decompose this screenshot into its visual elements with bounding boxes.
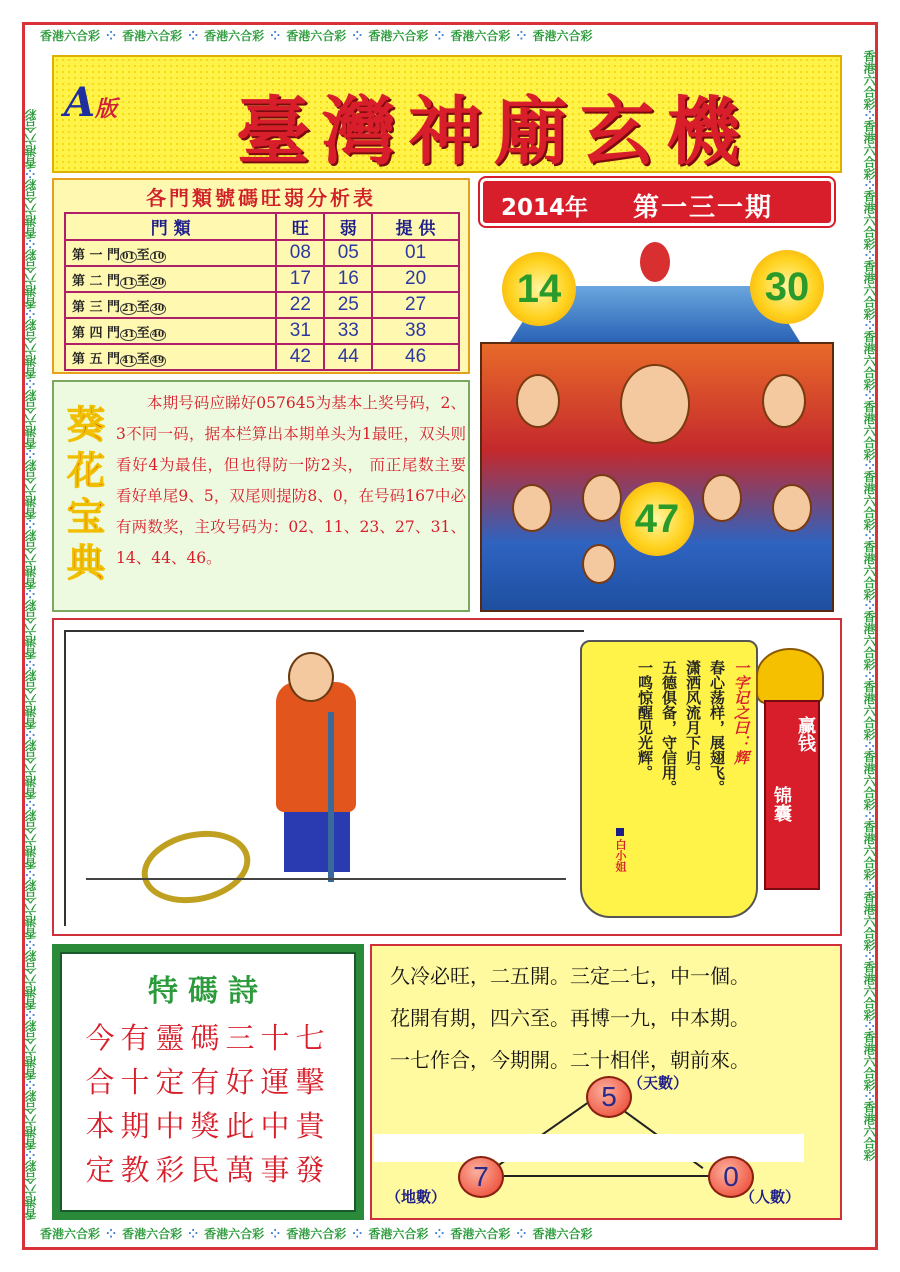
border-text: 香港六合彩 — [450, 29, 511, 43]
figure-head — [288, 652, 334, 702]
border-separator-icon: ⁘ — [862, 950, 876, 961]
border-strip-right — [858, 50, 878, 1220]
border-separator-icon: ⁘ — [434, 29, 445, 43]
deity-face — [516, 374, 560, 428]
poem-line: 今有靈碼三十七 — [85, 1021, 331, 1055]
border-text: 香港六合彩 — [862, 400, 876, 461]
border-separator-icon: ⁘ — [24, 869, 38, 880]
border-text: 香港六合彩 — [122, 29, 183, 43]
verse-scroll — [580, 640, 758, 918]
temple-illustration — [480, 232, 834, 612]
border-text: 香港六合彩 — [24, 109, 38, 170]
edition-badge: A版 — [64, 79, 118, 126]
figure-body — [276, 682, 356, 812]
title-banner — [52, 55, 842, 173]
table-row — [65, 318, 459, 344]
border-text: 香港六合彩 — [286, 29, 347, 43]
border-separator-icon: ⁘ — [862, 390, 876, 401]
column-header: 門 類 — [65, 213, 276, 240]
border-text: 香港六合彩 — [24, 1160, 38, 1220]
tip-cell: 27 — [372, 292, 459, 318]
sunflower-title: 葵花宝典 — [66, 402, 105, 585]
bag-text-win: 赢钱 — [795, 716, 816, 752]
sunflower-panel — [52, 380, 470, 612]
border-text: 香港六合彩 — [204, 1227, 265, 1241]
border-separator-icon: ⁘ — [24, 589, 38, 600]
border-text: 香港六合彩 — [862, 50, 876, 110]
border-separator-icon: ⁘ — [24, 1079, 38, 1090]
border-separator-icon: ⁘ — [24, 799, 38, 810]
scroll-line: 潇洒风流月下归。 — [684, 660, 702, 780]
deity-face — [620, 364, 690, 444]
farmer-scene — [64, 630, 584, 926]
deity-face — [702, 474, 742, 522]
border-separator-icon: ⁘ — [434, 1227, 445, 1241]
border-text: 香港六合彩 — [862, 960, 876, 1021]
table-row — [65, 292, 459, 318]
border-separator-icon: ⁘ — [352, 29, 363, 43]
analysis-title: 各門類號碼旺弱分析表 — [146, 186, 376, 210]
border-text: 香港六合彩 — [862, 820, 876, 881]
border-text: 香港六合彩 — [450, 1227, 511, 1241]
analysis-table — [64, 212, 460, 371]
issue-banner — [480, 178, 834, 226]
border-strip-left — [22, 50, 42, 1220]
money-bag-icon — [756, 648, 824, 704]
sunflower-text: 本期号码应睇好057645为基本上奖号码，2、3不同一码，据本栏算出本期单头为1最旺，双头则看好4为最佳，但也得防一防2头， 而正尾数主要看好单尾9、5，双尾则提防8、0，在号码167中必有两数奖，主攻号码为：02、11、23、27、31、14、44、46。 — [116, 394, 466, 567]
table-row — [65, 240, 459, 266]
border-text: 香港六合彩 — [862, 190, 876, 251]
number-ball-right: 0 — [708, 1156, 754, 1198]
border-separator-icon: ⁘ — [188, 1227, 199, 1241]
issue-year: 2014年 — [501, 195, 589, 221]
border-separator-icon: ⁘ — [862, 110, 876, 121]
border-text: 香港六合彩 — [24, 1089, 38, 1150]
door-cell: 第 一 門 01 至 10 — [65, 240, 276, 266]
number-riddle-panel — [370, 944, 842, 1220]
border-separator-icon: ⁘ — [24, 939, 38, 950]
border-text: 香港六合彩 — [368, 1227, 429, 1241]
border-text: 香港六合彩 — [862, 1030, 876, 1091]
border-text: 香港六合彩 — [862, 120, 876, 181]
tip-cell: 01 — [372, 240, 459, 266]
border-text: 香港六合彩 — [24, 809, 38, 870]
border-text: 香港六合彩 — [24, 879, 38, 940]
border-text: 香港六合彩 — [862, 540, 876, 601]
label-earth: （地數） — [386, 1188, 447, 1206]
special-number-poem — [52, 944, 364, 1220]
riddle-line: 花開有期，四六至。再博一九，中本期。 — [390, 1006, 750, 1030]
border-text: 香港六合彩 — [532, 1227, 593, 1241]
poem-line: 定教彩民萬事發 — [85, 1153, 331, 1187]
analysis-panel — [52, 178, 470, 374]
border-separator-icon: ⁘ — [862, 180, 876, 191]
border-text: 香港六合彩 — [40, 29, 101, 43]
border-separator-icon: ⁘ — [862, 460, 876, 471]
deities-painting — [480, 342, 834, 612]
border-text: 香港六合彩 — [862, 610, 876, 671]
triangle-edge — [504, 1175, 712, 1177]
border-separator-icon: ⁘ — [24, 449, 38, 460]
border-text: 香港六合彩 — [24, 529, 38, 590]
column-header: 弱 — [324, 213, 372, 240]
lucky-number-ball-right: 30 — [750, 250, 824, 324]
scroll-line: 一鸣惊醒见光辉。 — [636, 660, 654, 780]
scroll-heading: 一字记之曰：辉 — [732, 660, 750, 765]
table-row — [65, 344, 459, 370]
door-cell: 第 三 門 21 至 30 — [65, 292, 276, 318]
border-text: 香港六合彩 — [532, 29, 593, 43]
figure-pole — [328, 712, 334, 882]
figure-legs — [284, 802, 350, 872]
border-separator-icon: ⁘ — [516, 29, 527, 43]
column-header: 旺 — [276, 213, 324, 240]
border-separator-icon: ⁘ — [862, 1020, 876, 1031]
border-text: 香港六合彩 — [24, 669, 38, 730]
riddle-line: 一七作合，今期開。二十相伴，朝前來。 — [390, 1048, 750, 1072]
hot-cell: 17 — [276, 266, 324, 292]
border-separator-icon: ⁘ — [862, 530, 876, 541]
border-separator-icon: ⁘ — [862, 670, 876, 681]
weak-cell: 05 — [324, 240, 372, 266]
riddle-line: 久冷必旺，二五開。三定二七，中一個。 — [390, 964, 750, 988]
poem-line: 本期中獎此中貴 — [85, 1109, 331, 1143]
lucky-number-ball-left: 14 — [502, 252, 576, 326]
border-text: 香港六合彩 — [862, 680, 876, 741]
border-separator-icon: ⁘ — [106, 1227, 117, 1241]
weak-cell: 16 — [324, 266, 372, 292]
wheel-drawing — [135, 821, 257, 912]
poem-title: 特碼詩 — [148, 974, 268, 1009]
poem-line: 合十定有好運擊 — [85, 1065, 331, 1099]
border-strip-bottom — [40, 1225, 860, 1245]
label-human: （人數） — [740, 1188, 801, 1206]
border-text: 香港六合彩 — [122, 1227, 183, 1241]
border-text: 香港六合彩 — [862, 1100, 876, 1161]
border-text: 香港六合彩 — [40, 1227, 101, 1241]
scroll-line: 五德俱备，守信用。 — [660, 660, 678, 795]
scroll-signature: 白小姐 — [612, 828, 628, 872]
weak-cell: 25 — [324, 292, 372, 318]
issue-period: 第一三一期 — [633, 193, 774, 223]
border-separator-icon: ⁘ — [24, 379, 38, 390]
border-separator-icon: ⁘ — [516, 1227, 527, 1241]
border-separator-icon: ⁘ — [270, 1227, 281, 1241]
deity-face — [762, 374, 806, 428]
door-cell: 第 二 門 11 至 20 — [65, 266, 276, 292]
column-header: 提 供 — [372, 213, 459, 240]
weak-cell: 33 — [324, 318, 372, 344]
label-heaven: （天數） — [628, 1074, 689, 1092]
border-separator-icon: ⁘ — [24, 729, 38, 740]
deity-face — [772, 484, 812, 532]
border-text: 香港六合彩 — [24, 459, 38, 520]
tip-cell: 20 — [372, 266, 459, 292]
number-ball-top: 5 — [586, 1076, 632, 1118]
border-separator-icon: ⁘ — [24, 659, 38, 670]
border-separator-icon: ⁘ — [862, 250, 876, 261]
ground-line — [86, 878, 566, 880]
page-title: 臺灣神廟玄機 — [236, 89, 752, 175]
border-separator-icon: ⁘ — [270, 29, 281, 43]
temple-ornament — [640, 242, 670, 282]
border-separator-icon: ⁘ — [862, 740, 876, 751]
border-separator-icon: ⁘ — [24, 1149, 38, 1160]
border-text: 香港六合彩 — [862, 260, 876, 321]
deity-face — [582, 544, 616, 584]
border-text: 香港六合彩 — [24, 389, 38, 450]
tip-cell: 38 — [372, 318, 459, 344]
border-text: 香港六合彩 — [204, 29, 265, 43]
weak-cell: 44 — [324, 344, 372, 370]
hot-cell: 08 — [276, 240, 324, 266]
border-separator-icon: ⁘ — [24, 1009, 38, 1020]
tip-cell: 46 — [372, 344, 459, 370]
number-ball-left: 7 — [458, 1156, 504, 1198]
border-separator-icon: ⁘ — [24, 239, 38, 250]
border-text: 香港六合彩 — [862, 330, 876, 391]
border-separator-icon: ⁘ — [862, 1090, 876, 1101]
scroll-text — [610, 660, 752, 880]
border-text: 香港六合彩 — [862, 470, 876, 531]
door-cell: 第 四 門 31 至 40 — [65, 318, 276, 344]
border-text: 香港六合彩 — [24, 319, 38, 380]
lucky-number-ball-center: 47 — [620, 482, 694, 556]
border-separator-icon: ⁘ — [106, 29, 117, 43]
table-row — [65, 266, 459, 292]
deity-face — [582, 474, 622, 522]
border-text: 香港六合彩 — [862, 750, 876, 811]
border-text: 香港六合彩 — [24, 949, 38, 1010]
border-separator-icon: ⁘ — [352, 1227, 363, 1241]
border-text: 香港六合彩 — [24, 739, 38, 800]
border-separator-icon: ⁘ — [188, 29, 199, 43]
border-text: 香港六合彩 — [24, 1019, 38, 1080]
border-separator-icon: ⁘ — [862, 880, 876, 891]
border-separator-icon: ⁘ — [862, 320, 876, 331]
hot-cell: 42 — [276, 344, 324, 370]
border-separator-icon: ⁘ — [24, 309, 38, 320]
border-separator-icon: ⁘ — [862, 600, 876, 611]
border-strip-top — [40, 27, 860, 47]
border-separator-icon: ⁘ — [24, 169, 38, 180]
hot-cell: 22 — [276, 292, 324, 318]
border-text: 香港六合彩 — [24, 179, 38, 240]
hot-cell: 31 — [276, 318, 324, 344]
bag-text-tips: 锦囊 — [771, 786, 792, 822]
border-text: 香港六合彩 — [286, 1227, 347, 1241]
scroll-line: 春心荡样，展翅飞。 — [708, 660, 726, 795]
border-text: 香港六合彩 — [862, 890, 876, 951]
border-text: 香港六合彩 — [368, 29, 429, 43]
deity-face — [512, 484, 552, 532]
border-text: 香港六合彩 — [24, 249, 38, 310]
border-text: 香港六合彩 — [24, 599, 38, 660]
border-separator-icon: ⁘ — [862, 810, 876, 821]
border-separator-icon: ⁘ — [24, 519, 38, 530]
door-cell: 第 五 門 41 至 49 — [65, 344, 276, 370]
